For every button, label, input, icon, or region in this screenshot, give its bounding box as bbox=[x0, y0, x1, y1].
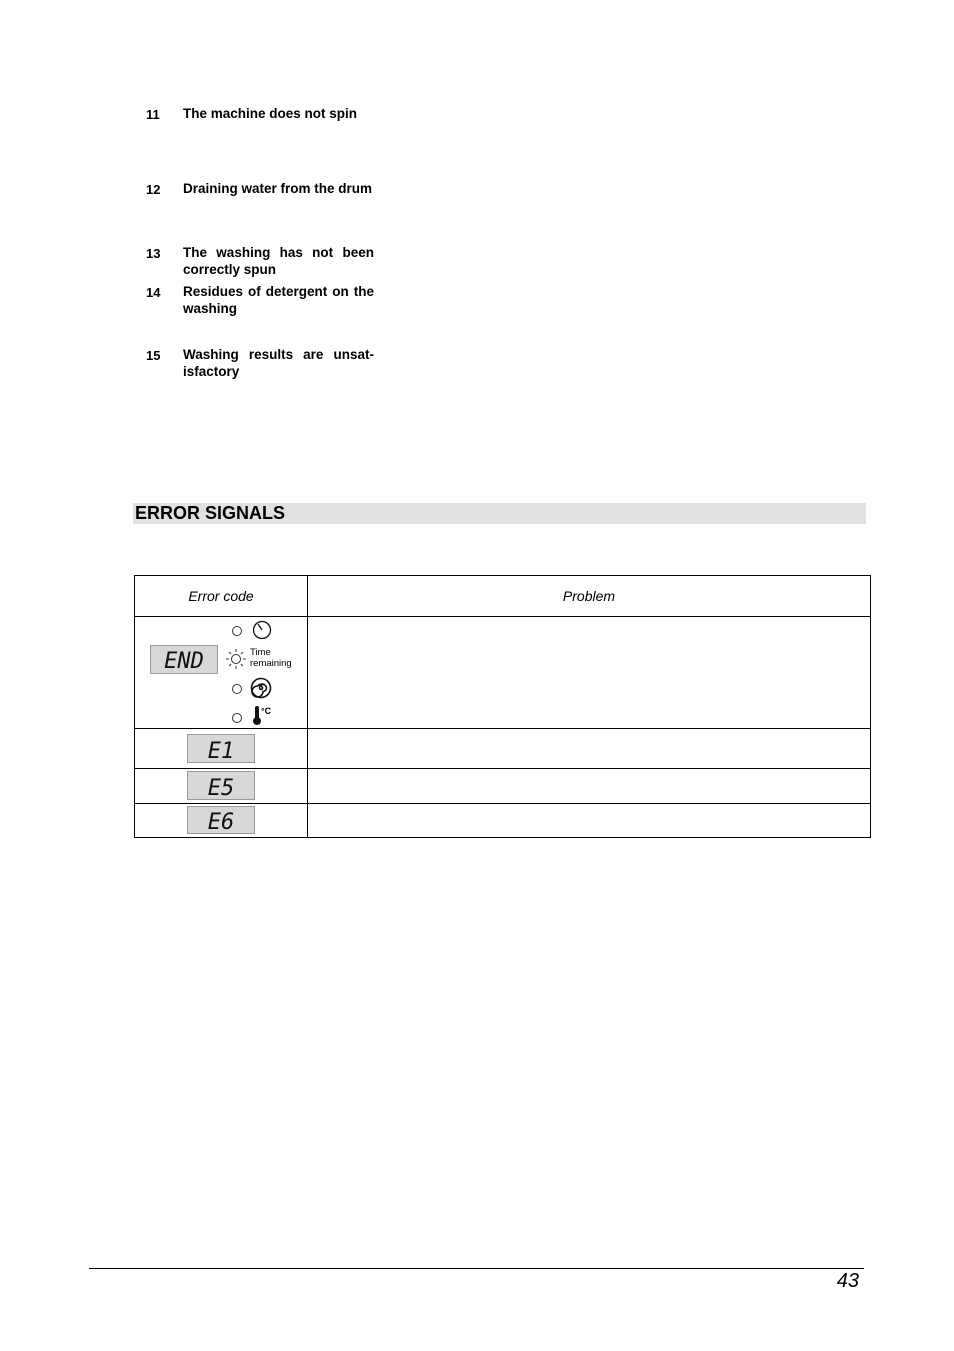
table-row bbox=[135, 769, 871, 804]
led-indicator bbox=[232, 626, 242, 636]
lcd-digits bbox=[191, 737, 251, 761]
trouble-number: 14 bbox=[146, 285, 161, 300]
svg-text:E5: E5 bbox=[207, 775, 235, 798]
error-code-cell-e1 bbox=[135, 729, 308, 769]
table-header-row bbox=[135, 576, 871, 617]
footer-rule bbox=[89, 1268, 864, 1269]
lcd-display bbox=[187, 806, 255, 834]
trouble-text: Washing results are unsat-isfactory bbox=[183, 347, 374, 379]
trouble-text: The washing has not been correctly spun bbox=[183, 245, 374, 277]
lcd-digits bbox=[154, 648, 214, 672]
error-signals-table bbox=[134, 575, 871, 838]
section-header-bar bbox=[133, 503, 866, 524]
trouble-number: 11 bbox=[146, 107, 160, 122]
spin-spiral-icon bbox=[250, 677, 272, 699]
trouble-number: 12 bbox=[146, 182, 161, 197]
time-label: Time bbox=[250, 647, 271, 658]
problem-cell bbox=[308, 617, 871, 729]
trouble-number: 15 bbox=[146, 348, 161, 363]
stopwatch-icon bbox=[252, 620, 272, 640]
problem-cell bbox=[308, 769, 871, 804]
page-number: 43 bbox=[836, 1270, 859, 1292]
led-indicator bbox=[232, 713, 242, 723]
table-row bbox=[135, 804, 871, 838]
table-row bbox=[135, 729, 871, 769]
error-code-cell-e6 bbox=[135, 804, 308, 838]
trouble-text: The machine does not spin bbox=[183, 106, 358, 121]
trouble-number: 13 bbox=[146, 246, 161, 261]
table-row bbox=[135, 617, 871, 729]
led-indicator bbox=[232, 684, 242, 694]
trouble-text: Residues of detergent on the washing bbox=[183, 284, 374, 316]
remaining-label: remaining bbox=[250, 658, 292, 669]
svg-text:E1: E1 bbox=[207, 738, 235, 761]
temperature-unit: °C bbox=[261, 706, 272, 716]
header-problem: Problem bbox=[308, 576, 871, 617]
lcd-display bbox=[150, 645, 218, 674]
svg-text:END: END bbox=[164, 648, 204, 672]
section-title: ERROR SIGNALS bbox=[135, 503, 286, 523]
blinking-led-icon bbox=[225, 648, 247, 670]
problem-cell bbox=[308, 729, 871, 769]
svg-text:E6: E6 bbox=[207, 810, 235, 832]
error-code-cell-end bbox=[135, 617, 308, 729]
lcd-digits bbox=[191, 808, 251, 832]
lcd-digits bbox=[191, 774, 251, 798]
lcd-display bbox=[187, 771, 255, 800]
lcd-display bbox=[187, 734, 255, 763]
trouble-text: Draining water from the drum bbox=[183, 181, 373, 196]
problem-cell bbox=[308, 804, 871, 838]
header-error-code: Error code bbox=[135, 576, 308, 617]
error-code-cell-e5 bbox=[135, 769, 308, 804]
